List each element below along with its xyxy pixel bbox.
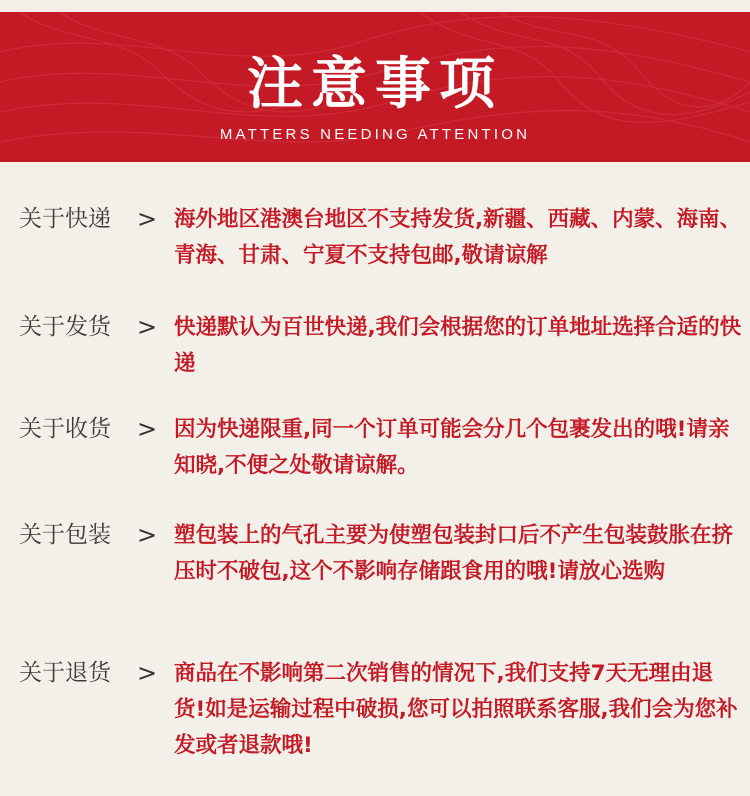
notice-label-text: 关于包装 [19,522,111,548]
notice-label [19,310,164,344]
notice-text: 海外地区港澳台地区不支持发货,新疆、西藏、内蒙、海南、青海、甘肃、宁夏不支持包邮,敬请谅解 [174,207,742,268]
notice-label [19,412,164,446]
chevron-right-icon: > [137,659,158,687]
notice-label-text: 关于收货 [19,416,111,442]
notice-label-text: 关于发货 [19,314,111,340]
chevron-right-icon: > [137,313,158,341]
notice-label-text: 关于快递 [19,206,111,232]
chevron-right-icon: > [137,205,158,233]
notice-label-text: 关于退货 [19,660,111,686]
notice-label [19,518,164,552]
notice-list [0,162,750,796]
notice-label [19,202,164,236]
notice-text: 商品在不影响第二次销售的情况下,我们支持7天无理由退货!如是运输过程中破损,您可以拍照联系客服,我们会为您补发或者退款哦! [174,661,738,758]
chevron-right-icon: > [137,521,158,549]
notice-text: 塑包装上的气孔主要为使塑包装封口后不产生包装鼓胀在挤压时不破包,这个不影响存储跟食用的哦!请放心选购 [174,523,734,584]
header-top-band [0,0,750,12]
page-title: 注意事项 [247,51,503,117]
chevron-right-icon: > [137,415,158,443]
header-banner [0,0,750,162]
notice-text: 因为快递限重,同一个订单可能会分几个包裹发出的哦!请亲知晓,不便之处敬请谅解。 [174,417,730,478]
notice-text: 快递默认为百世快递,我们会根据您的订单地址选择合适的快递 [174,315,742,376]
page-subtitle: MATTERS NEEDING ATTENTION [219,126,531,143]
notice-label [19,656,164,690]
